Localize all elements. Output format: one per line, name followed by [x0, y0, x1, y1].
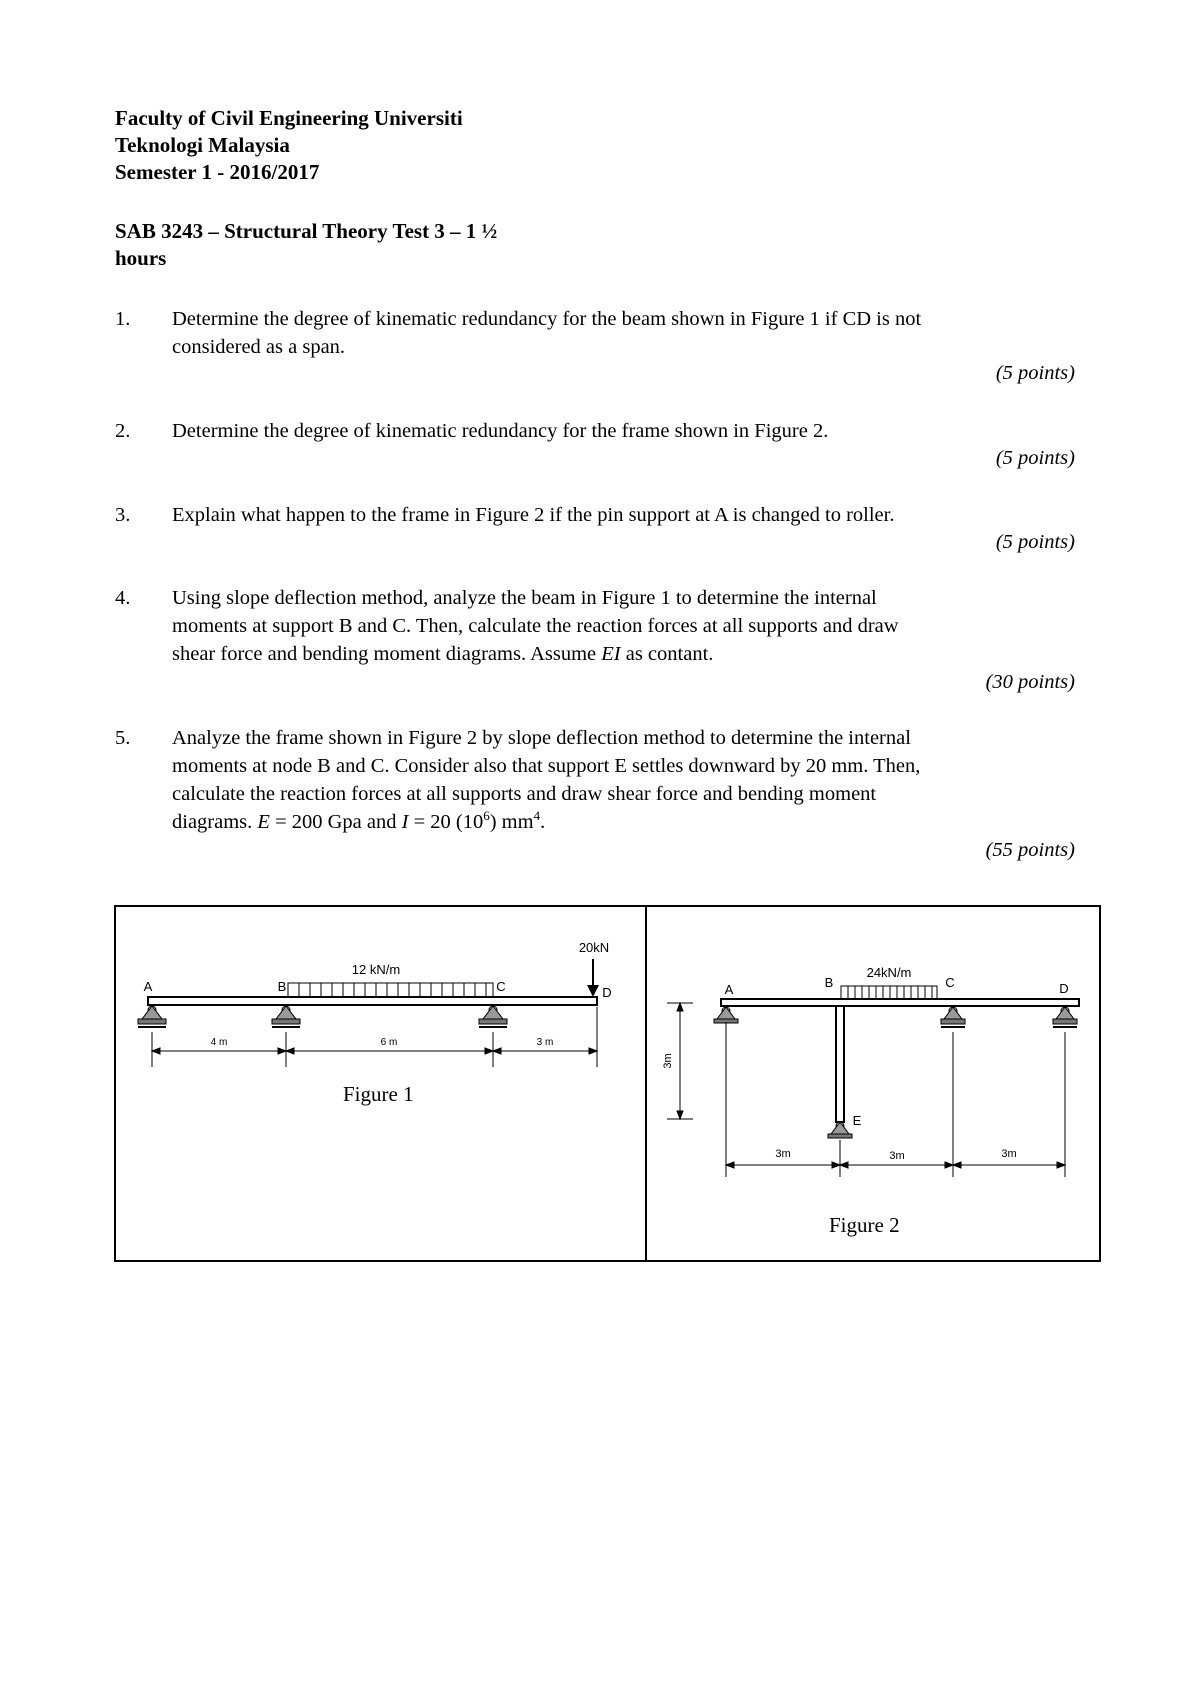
question-text: [172, 305, 1082, 361]
support-a: [714, 1007, 738, 1023]
figure-1: [116, 907, 645, 1260]
figure-1-caption: Figure 1: [343, 1082, 414, 1106]
support-a: [138, 1006, 166, 1027]
question-line-end: as contant.: [620, 643, 714, 665]
question-number: 4.: [115, 587, 131, 609]
i-unit-exponent: 4: [533, 808, 541, 824]
node-label-d: D: [602, 985, 612, 1000]
question-points: (30 points): [985, 671, 1075, 693]
node-label-a: A: [143, 979, 153, 994]
question-text: [172, 584, 1082, 668]
node-label-b: B: [277, 979, 287, 994]
udl-load: [288, 983, 493, 997]
point-load-arrow: [587, 959, 599, 997]
question-points: (5 points): [995, 447, 1075, 469]
span-label-ab: 3m: [775, 1148, 791, 1160]
node-label-d: D: [1059, 981, 1069, 996]
course-title-line-2: hours: [115, 246, 167, 270]
ei-symbol: EI: [601, 643, 621, 665]
question-line: moments at node B and C. Consider also that support E settles downward by 20 mm. Then,: [172, 755, 921, 777]
support-c: [479, 1006, 507, 1027]
support-e: [828, 1122, 852, 1138]
question-text: [172, 724, 1082, 836]
question-line: calculate the reaction forces at all supports and draw shear force and bending moment: [172, 783, 877, 805]
e-value: = 200 Gpa and: [269, 811, 402, 833]
span-label-cd: 3m: [1001, 1148, 1017, 1160]
span-label-bc: 3m: [889, 1150, 905, 1162]
i-value: = 20 (10: [408, 811, 484, 833]
e-symbol: E: [257, 811, 270, 833]
figure-2: [647, 907, 1099, 1260]
question-points: (55 points): [985, 839, 1075, 861]
question-number: 5.: [115, 727, 131, 749]
question-5: [115, 724, 1075, 864]
question-points: (5 points): [995, 362, 1075, 384]
question-line: Determine the degree of kinematic redundancy for the frame shown in Figure 2.: [172, 420, 829, 442]
question-1: [115, 305, 1075, 383]
course-title: [115, 218, 675, 272]
question-4: [115, 584, 1075, 696]
frame-column: [836, 1006, 844, 1122]
question-line: considered as a span.: [172, 336, 346, 358]
point-load-label: 20kN: [578, 940, 610, 955]
node-label-c: C: [496, 979, 506, 994]
question-line: [172, 640, 1082, 668]
line-start: diagrams.: [172, 811, 258, 833]
figures-box: [114, 905, 1101, 1262]
question-line: moments at support B and C. Then, calculate the reaction forces at all supports and draw: [172, 615, 899, 637]
node-label-b: B: [824, 975, 834, 990]
i-exponent: 6: [483, 808, 490, 824]
span-label-cd: 3 m: [536, 1037, 554, 1048]
figure-2-caption: Figure 2: [829, 1213, 900, 1237]
question-line: [172, 808, 1082, 836]
support-d: [1053, 1007, 1077, 1027]
node-label-e: E: [852, 1113, 862, 1128]
document-header: [115, 105, 635, 186]
figure-2-drawing: [647, 907, 1099, 1260]
beam: [148, 997, 597, 1005]
udl-load: [841, 986, 937, 999]
udl-label: 24kN/m: [866, 965, 912, 980]
semester-line: Semester 1 - 2016/2017: [115, 160, 320, 184]
span-label-bc: 6 m: [380, 1037, 398, 1048]
height-label: 3m: [662, 1053, 674, 1069]
question-3: [115, 501, 1075, 555]
question-line: Analyze the frame shown in Figure 2 by slope deflection method to determine the internal: [172, 727, 911, 749]
node-label-a: A: [724, 982, 734, 997]
node-label-c: C: [945, 975, 955, 990]
question-line: Determine the degree of kinematic redundancy for the beam shown in Figure 1 if CD is not: [172, 308, 922, 330]
university-line: Teknologi Malaysia: [115, 133, 290, 157]
support-b: [272, 1006, 300, 1027]
course-title-line-1: SAB 3243 – Structural Theory Test 3 – 1 ½: [115, 219, 498, 243]
span-label-ab: 4 m: [210, 1037, 228, 1048]
support-c: [941, 1007, 965, 1027]
question-line: Using slope deflection method, analyze the beam in Figure 1 to determine the internal: [172, 587, 877, 609]
faculty-line: Faculty of Civil Engineering Universiti: [115, 106, 463, 130]
i-unit: ) mm: [489, 811, 534, 833]
i-symbol: I: [401, 811, 409, 833]
question-points: (5 points): [995, 531, 1075, 553]
question-number: 1.: [115, 308, 131, 330]
frame-beam: [721, 999, 1079, 1006]
question-text: [172, 417, 1082, 445]
question-number: 3.: [115, 504, 131, 526]
question-line-text: shear force and bending moment diagrams. Assume: [172, 643, 597, 665]
line-end: .: [540, 811, 546, 833]
question-number: 2.: [115, 420, 131, 442]
question-2: [115, 417, 1075, 471]
question-text: [172, 501, 1082, 529]
question-line: Explain what happen to the frame in Figure 2 if the pin support at A is changed to roller.: [172, 504, 895, 526]
udl-label: 12 kN/m: [351, 962, 401, 977]
